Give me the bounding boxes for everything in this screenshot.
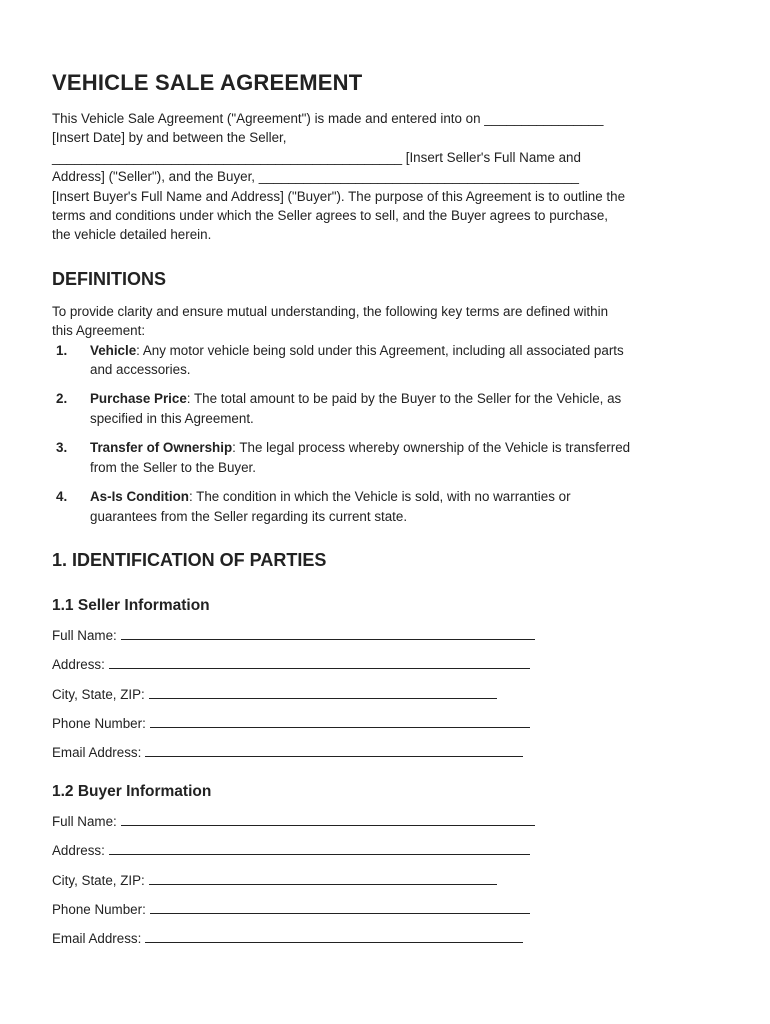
document-page	[52, 70, 722, 958]
field-label: Full Name:	[52, 627, 117, 643]
document-title: VEHICLE SALE AGREEMENT	[52, 70, 363, 95]
field-label: Address:	[52, 843, 105, 859]
definition-term: Purchase Price	[90, 391, 187, 407]
buyer-address-blank[interactable]	[109, 840, 530, 855]
buyer-fields	[52, 811, 722, 958]
seller-full-name-row	[52, 625, 722, 654]
definition-text: : Any motor vehicle being sold under this Agreement, including all associated parts	[136, 342, 624, 358]
intro-line: This Vehicle Sale Agreement ("Agreement") is made and entered into on ________________	[52, 111, 604, 126]
buyer-full-name-row	[52, 811, 722, 840]
definition-text: guarantees from the Seller regarding its current state.	[90, 508, 408, 524]
seller-info-heading: 1.1 Seller Information	[52, 596, 210, 614]
buyer-phone-blank[interactable]	[150, 899, 530, 914]
definition-text: : The legal process whereby ownership of the Vehicle is transferred	[232, 440, 631, 456]
seller-city-row	[52, 684, 722, 713]
definition-term: As-Is Condition	[90, 489, 189, 505]
definition-item	[52, 438, 722, 477]
definitions-list	[52, 341, 722, 526]
field-label: Full Name:	[52, 813, 117, 829]
buyer-phone-row	[52, 899, 722, 928]
seller-phone-row	[52, 713, 722, 742]
intro-line: _______________________________________________ [Insert Seller's Full Name and	[52, 149, 581, 165]
seller-email-blank[interactable]	[145, 742, 523, 757]
definition-text: : The total amount to be paid by the Buyer to the Seller for the Vehicle, as	[186, 391, 622, 407]
definition-text: specified in this Agreement.	[90, 410, 254, 426]
definition-text: and accessories.	[90, 362, 191, 378]
definitions-intro	[52, 302, 722, 341]
buyer-info-heading: 1.2 Buyer Information	[52, 782, 212, 800]
definition-number: 3.	[56, 440, 68, 456]
seller-full-name-blank[interactable]	[121, 625, 535, 640]
intro-line: terms and conditions under which the Seller agrees to sell, and the Buyer agrees to purchase,	[52, 208, 609, 224]
buyer-address-row	[52, 840, 722, 869]
seller-fields	[52, 625, 722, 772]
definition-item	[52, 487, 722, 526]
field-label: City, State, ZIP:	[52, 872, 145, 888]
buyer-email-row	[52, 928, 722, 957]
field-label: Phone Number:	[52, 902, 146, 918]
definition-number: 4.	[56, 489, 68, 505]
field-label: Phone Number:	[52, 716, 146, 732]
definition-item	[52, 389, 722, 428]
seller-address-blank[interactable]	[109, 654, 530, 669]
intro-line: Address] ("Seller"), and the Buyer, ___________________________________________	[52, 169, 579, 185]
definition-term: Transfer of Ownership	[90, 440, 233, 456]
seller-city-blank[interactable]	[149, 684, 497, 699]
seller-email-row	[52, 742, 722, 771]
definition-text: from the Seller to the Buyer.	[90, 459, 256, 475]
field-label: Email Address:	[52, 931, 142, 947]
intro-line: [Insert Date] by and between the Seller,	[52, 130, 287, 146]
field-label: City, State, ZIP:	[52, 686, 145, 702]
seller-phone-blank[interactable]	[150, 713, 530, 728]
definition-number: 2.	[56, 391, 68, 407]
section-1-heading: 1. IDENTIFICATION OF PARTIES	[52, 549, 327, 570]
intro-line: [Insert Buyer's Full Name and Address] ("Buyer"). The purpose of this Agreement is to outline the	[52, 188, 626, 204]
definitions-intro-line: To provide clarity and ensure mutual understanding, the following key terms are defined within	[52, 303, 609, 319]
seller-address-row	[52, 654, 722, 683]
field-label: Email Address:	[52, 745, 142, 761]
buyer-city-row	[52, 870, 722, 899]
buyer-email-blank[interactable]	[145, 928, 523, 943]
intro-line: the vehicle detailed herein.	[52, 227, 212, 243]
field-label: Address:	[52, 657, 105, 673]
buyer-city-blank[interactable]	[149, 870, 497, 885]
definitions-heading: DEFINITIONS	[52, 268, 167, 289]
definitions-intro-line: this Agreement:	[52, 323, 146, 339]
definition-text: : The condition in which the Vehicle is sold, with no warranties or	[188, 489, 571, 505]
buyer-full-name-blank[interactable]	[121, 811, 535, 826]
definition-term: Vehicle	[90, 342, 137, 358]
definition-item	[52, 341, 722, 380]
intro-paragraph	[52, 109, 722, 245]
definition-number: 1.	[56, 342, 68, 358]
